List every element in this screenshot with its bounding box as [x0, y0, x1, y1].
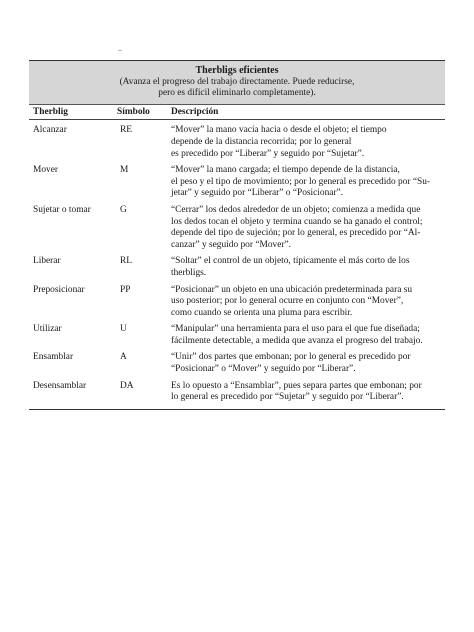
description-line: uso posterior; por lo general ocurre en conjunto con “Mover”,	[171, 296, 404, 307]
description-line: “Mover” la mano vacía hacia o desde el objeto; el tiempo	[171, 125, 387, 136]
cell-simbolo: A	[120, 352, 127, 363]
table-subtitle-line-2: pero es difícil eliminarlo completamente).	[158, 88, 316, 99]
cell-therblig: Preposicionar	[33, 284, 85, 295]
description-line: “Unir” dos partes que embonan; por lo general es precedido por	[171, 352, 411, 363]
description-line: jetar” y seguido por “Liberar” o “Posicionar”.	[171, 188, 344, 199]
cell-simbolo: M	[120, 165, 129, 176]
description-line: canzar” y seguido por “Mover”.	[171, 239, 291, 250]
table-row	[29, 160, 445, 200]
table-row	[29, 347, 445, 375]
cell-descripcion	[171, 125, 445, 160]
cell-descripcion	[171, 285, 445, 320]
description-line: el peso y el tipo de movimiento; por lo general es precedido por “Su-	[171, 176, 431, 187]
table-row	[29, 251, 445, 279]
description-line: “Cerrar” los dedos alrededor de un objeto; comienza a medida que	[171, 204, 421, 215]
cell-simbolo: RL	[120, 256, 132, 267]
cell-descripcion	[171, 205, 445, 251]
description-line: “Posicionar” o “Mover” y seguido por “Liberar”.	[171, 364, 356, 375]
cell-simbolo: G	[120, 204, 127, 215]
cell-descripcion	[171, 352, 445, 375]
cell-therblig: Desensamblar	[33, 380, 87, 391]
table-row	[29, 120, 445, 160]
description-line: depende de la distancia recorrida; por lo general	[171, 136, 352, 147]
header-therblig: Therblig	[33, 106, 68, 117]
description-line: “Mover” la mano cargada; el tiempo depende de la distancia,	[171, 165, 400, 176]
description-line: fácilmente detectable, a medida que avanza el progreso del trabajo.	[171, 335, 423, 346]
table-title: Therbligs eficientes	[195, 65, 279, 76]
description-line: lo general es precedido por “Sujetar” y seguido por “Liberar”.	[171, 392, 404, 403]
header-descripcion: Descripción	[171, 106, 219, 117]
cell-therblig: Liberar	[33, 256, 61, 267]
cell-simbolo: RE	[120, 125, 132, 136]
cell-therblig: Utilizar	[33, 324, 62, 335]
table-subtitle-line-1: (Avanza el progreso del trabajo directamente. Puede reducirse,	[119, 76, 355, 87]
table-body	[29, 120, 445, 403]
description-line: “Manipular” una herramienta para el uso para el que fue diseñada;	[171, 324, 420, 335]
description-line: “Soltar” el control de un objeto, típicamente el más corto de los	[171, 256, 410, 267]
description-line: Es lo opuesto a “Ensamblar”, pues separa partes que embonan; por	[171, 380, 422, 391]
description-line: “Posicionar” un objeto en una ubicación predeterminada para su	[171, 284, 413, 295]
description-line: es precedido por “Liberar” y seguido por “Sujetar”.	[171, 148, 365, 159]
description-line: therbligs.	[171, 267, 207, 278]
table-row	[29, 280, 445, 320]
cell-simbolo: PP	[120, 284, 131, 295]
cell-simbolo: U	[120, 324, 127, 335]
cell-therblig: Mover	[33, 165, 58, 176]
cell-simbolo: DA	[120, 380, 134, 391]
description-line: los dedos tocan el objeto y termina cuando se ha ganado el control;	[171, 216, 423, 227]
therbligs-table	[29, 60, 445, 410]
scan-artifact	[118, 50, 122, 51]
cell-descripcion	[171, 324, 445, 347]
table-row	[29, 319, 445, 347]
table-row	[29, 376, 445, 404]
description-line: depende del tipo de sujeción; por lo general, es precedido por “Al-	[171, 228, 421, 239]
description-line: como cuando se orienta una pluma para escribir.	[171, 307, 353, 318]
cell-descripcion	[171, 381, 445, 404]
header-simbolo: Símbolo	[117, 106, 150, 117]
table-row	[29, 200, 445, 251]
cell-therblig: Alcanzar	[33, 125, 67, 136]
table-bottom-rule	[29, 409, 445, 410]
cell-descripcion	[171, 256, 445, 279]
table-title-band	[29, 61, 445, 105]
cell-descripcion	[171, 165, 445, 200]
cell-therblig: Sujetar o tomar	[33, 204, 91, 215]
table-header-row	[29, 105, 445, 121]
cell-therblig: Ensamblar	[33, 352, 74, 363]
